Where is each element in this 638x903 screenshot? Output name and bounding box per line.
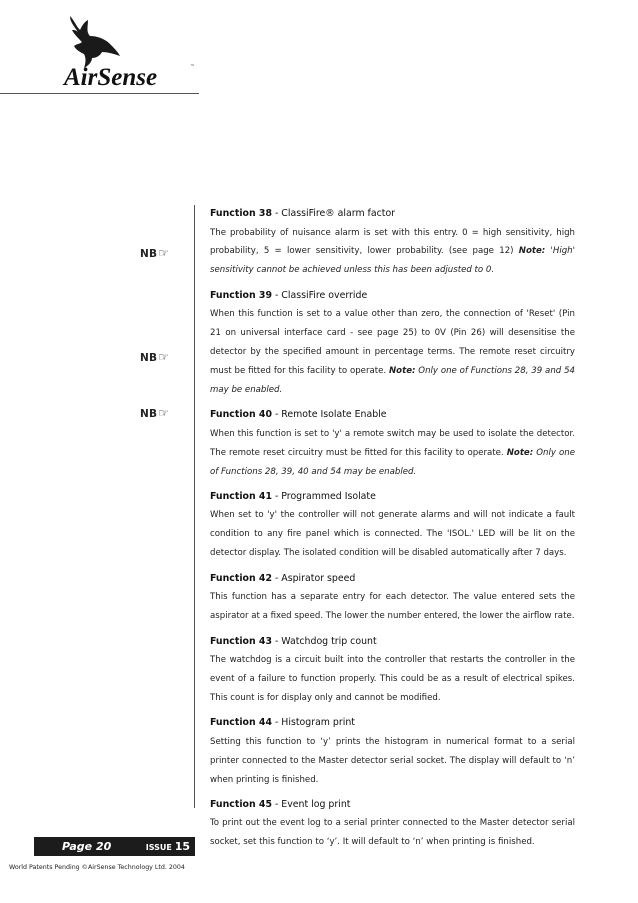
note-label: Note:	[518, 246, 546, 257]
nb-label: NB	[140, 352, 158, 364]
header-rule	[0, 93, 199, 94]
function-entry	[210, 633, 575, 708]
page-number: Page 20	[62, 840, 112, 853]
function-title: - Remote Isolate Enable	[271, 409, 387, 421]
function-title: - Programmed Isolate	[271, 490, 376, 502]
function-entry	[210, 570, 575, 626]
functions-list	[210, 205, 575, 859]
function-heading	[210, 406, 575, 425]
function-heading	[210, 488, 575, 507]
function-entry	[210, 488, 575, 563]
function-number: Function 44	[210, 717, 272, 729]
description-text: Setting this function to ‘y’ prints the histogram in numerical format to a serial printer connected to the Master detector serial socket. The display will default to ‘n’ when printing is finished.	[210, 736, 575, 785]
function-heading	[210, 570, 575, 589]
airsense-logo	[58, 14, 203, 92]
function-number: Function 40	[210, 409, 272, 421]
nb-note	[140, 406, 169, 420]
description-text: The watchdog is a circuit built into the controller that restarts the controller in the event of a failure to function properly. This could be as a result of electrical spikes. This count is for display only and cannot be modified.	[210, 655, 575, 703]
function-entry	[210, 796, 575, 852]
function-description	[210, 425, 575, 482]
description-text: When this function is set to 'y' a remote switch may be used to isolate the detector. The remote reset circuitry must be fitted for this facility to operate.	[210, 428, 575, 458]
description-text: The probability of nuisance alarm is set with this entry. 0 = high sensitivity, high probability, 5 = lower sensitivity, lower probability. (see page 12)	[210, 227, 575, 257]
description-text: When set to 'y' the controller will not generate alarms and will not indicate a fault condition to any fire panel which is connected. The 'ISOL.' LED will be lit on the detector display. The isolated condition will be disabled automatically after 7 days.	[210, 510, 575, 559]
function-title: - Aspirator speed	[271, 572, 356, 584]
function-number: Function 42	[210, 572, 272, 584]
description-text: 'High' sensitivity cannot be achieved unless this has been adjusted to 0.	[210, 246, 575, 276]
function-description	[210, 506, 575, 563]
function-entry	[210, 287, 575, 400]
nb-note	[140, 350, 169, 364]
function-entry	[210, 205, 575, 280]
pointing-hand-icon: ☞	[158, 350, 170, 364]
function-heading	[210, 714, 575, 733]
eagle-icon	[58, 14, 203, 92]
function-number: Function 43	[210, 635, 272, 647]
description-text: Only one of Functions 28, 39 and 54 may be enabled.	[210, 365, 576, 395]
function-heading	[210, 287, 575, 306]
function-description	[210, 651, 575, 708]
function-title: - ClassiFire override	[271, 289, 368, 301]
function-heading	[210, 205, 575, 224]
copyright-line: World Patents Pending ©AirSense Technology Ltd. 2004	[9, 864, 185, 871]
function-number: Function 39	[210, 289, 272, 301]
description-text: This function has a separate entry for each detector. The value entered sets the aspirator at a fixed speed. The lower the number entered, the lower the airflow rate.	[210, 592, 575, 622]
function-description	[210, 588, 575, 626]
issue-number: 15	[174, 840, 190, 853]
function-title: - Watchdog trip count	[271, 635, 377, 647]
footer-bar	[34, 837, 195, 856]
pointing-hand-icon: ☞	[158, 246, 170, 260]
margin-rule	[194, 205, 195, 808]
function-number: Function 38	[210, 208, 272, 219]
issue-label	[146, 839, 190, 856]
function-description	[210, 814, 575, 852]
function-heading	[210, 796, 575, 815]
description-text: Only one of Functions 28, 39, 40 and 54 may be enabled.	[210, 447, 576, 477]
nb-label: NB	[140, 408, 158, 420]
function-title: - ClassiFire® alarm factor	[271, 208, 396, 219]
function-heading	[210, 633, 575, 652]
function-entry	[210, 714, 575, 789]
function-entry	[210, 406, 575, 481]
issue-text: ISSUE	[145, 843, 172, 852]
function-title: - Histogram print	[271, 717, 355, 729]
note-label: Note:	[388, 365, 416, 376]
description-text: To print out the event log to a serial printer connected to the Master detector serial socket, set this function to ‘y’. It will default to ‘n’ when printing is finished.	[210, 818, 575, 848]
function-description	[210, 733, 575, 790]
function-number: Function 45	[210, 798, 272, 810]
nb-note	[140, 246, 169, 260]
pointing-hand-icon: ☞	[158, 406, 170, 420]
description-text: When this function is set to a value other than zero, the connection of 'Reset' (Pin 21 on universal interface card - see page 25) to 0V (Pin 26) will desensitise the detector by the specified amount in percentage terms. The remote reset circuitry must be fitted for this facility to operate.	[210, 309, 575, 376]
function-description	[210, 305, 575, 400]
function-number: Function 41	[210, 490, 272, 502]
svg-text:AirSense: AirSense	[64, 64, 158, 91]
svg-text:™: ™	[190, 64, 195, 70]
function-description	[210, 224, 575, 281]
note-label: Note:	[506, 447, 534, 458]
nb-label: NB	[140, 248, 158, 260]
function-title: - Event log print	[271, 798, 351, 810]
